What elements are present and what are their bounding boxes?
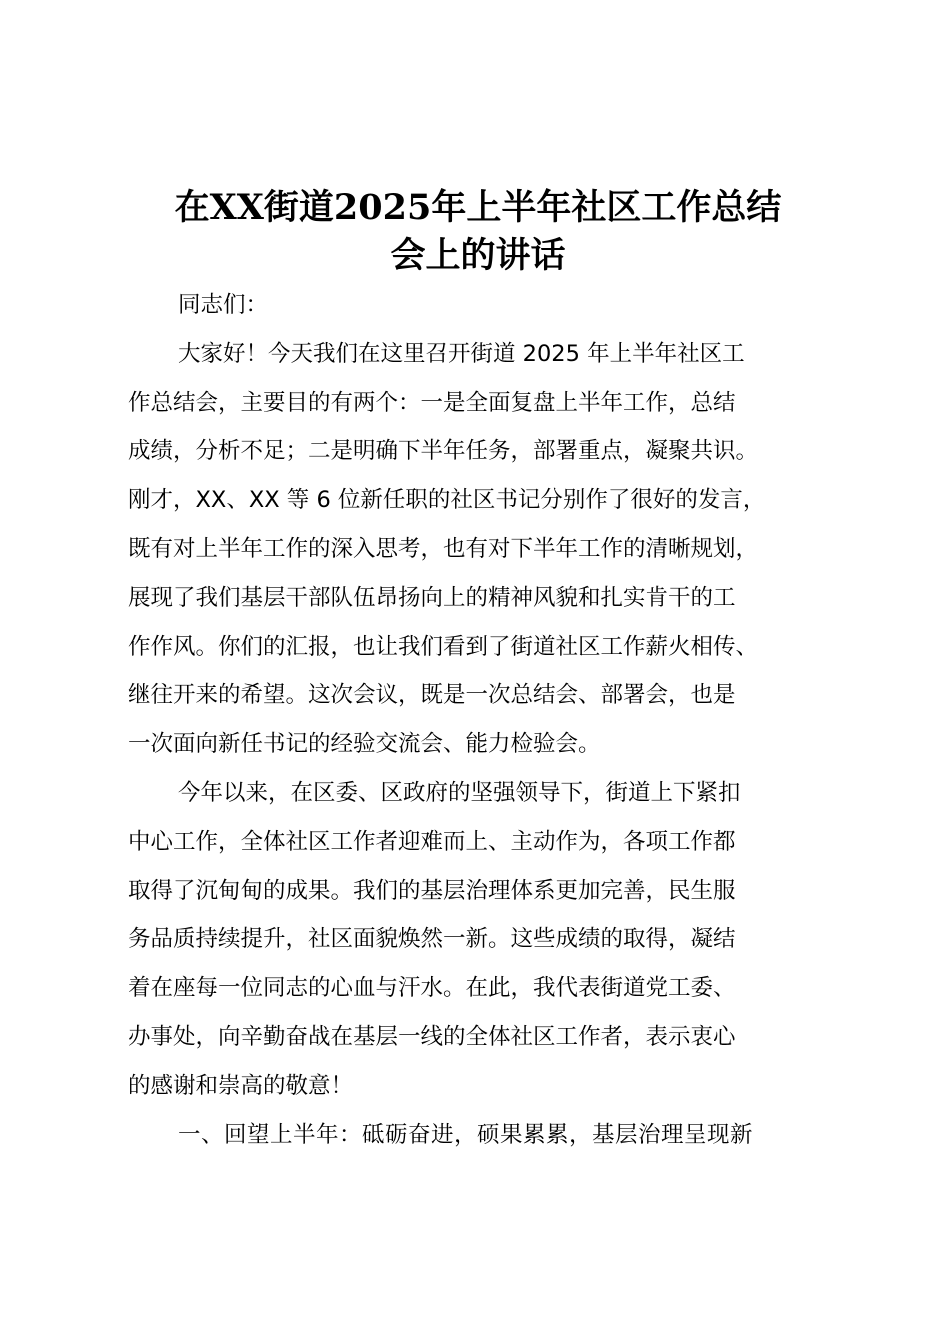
text-line: 中心工作，全体社区工作者迎难而上、主动作为，各项工作都 (128, 828, 736, 855)
title-line-2: 会上的讲话 (390, 235, 566, 276)
text-line: 着在座每一位同志的心血与汗水。在此，我代表街道党工委、 (128, 975, 736, 1002)
text-line: 展现了我们基层干部队伍昂扬向上的精神风貌和扎实肯干的工 (128, 584, 736, 611)
text-line: 继往开来的希望。这次会议，既是一次总结会、部署会，也是 (128, 682, 736, 709)
paragraph-opening (128, 330, 828, 769)
greeting-line: 同志们： (178, 292, 269, 318)
text-line: 作总结会，主要目的有两个：一是全面复盘上半年工作，总结 (128, 389, 736, 416)
text-line: 务品质持续提升，社区面貌焕然一新。这些成绩的取得，凝结 (128, 926, 736, 953)
text-line: 一次面向新任书记的经验交流会、能力检验会。 (128, 731, 601, 758)
greeting-paragraph (128, 281, 828, 330)
text-line: 今年以来，在区委、区政府的坚强领导下，街道上下紧扣 (178, 779, 741, 806)
text-line: 刚才，XX、XX 等 6 位新任职的社区书记分别作了很好的发言， (128, 487, 766, 514)
title-line-1: 在XX街道2025年上半年社区工作总结 (174, 187, 782, 228)
section-heading: 一、回望上半年：砥砺奋进，硕果累累，基层治理呈现新 (178, 1121, 754, 1148)
text-line: 成绩，分析不足；二是明确下半年任务，部署重点，凝聚共识。 (128, 438, 759, 465)
text-line: 取得了沉甸甸的成果。我们的基层治理体系更加完善，民生服 (128, 877, 736, 904)
text-line: 既有对上半年工作的深入思考，也有对下半年工作的清晰规划， (128, 535, 759, 562)
text-line: 办事处，向辛勤奋战在基层一线的全体社区工作者，表示衷心 (128, 1023, 736, 1050)
document-title (128, 184, 828, 280)
text-line: 的感谢和崇高的敬意！ (128, 1072, 354, 1099)
document-body (128, 281, 828, 1159)
paragraph-achievements (128, 769, 828, 1111)
text-line: 大家好！今天我们在这里召开街道 2025 年上半年社区工 (178, 340, 745, 367)
section-heading-paragraph (128, 1111, 828, 1160)
text-line: 作作风。你们的汇报，也让我们看到了街道社区工作薪火相传、 (128, 633, 759, 660)
